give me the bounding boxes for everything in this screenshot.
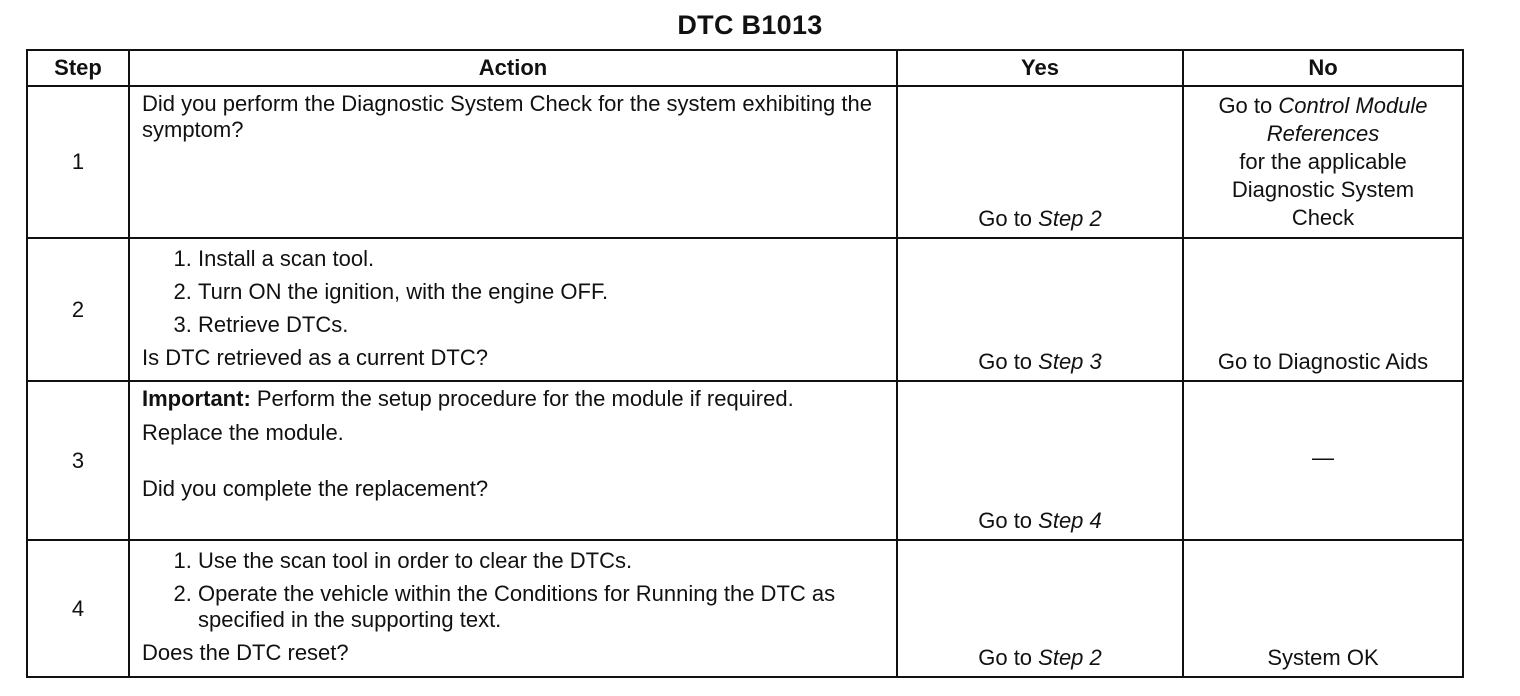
action-steps-list [142,246,884,338]
yes-prefix: Go to [978,645,1039,670]
action-question: Does the DTC reset? [142,640,349,665]
action-question: Is DTC retrieved as a current DTC? [142,345,488,370]
step-number: 2 [27,238,129,381]
dtc-table [26,49,1464,678]
yes-cell [897,238,1183,381]
yes-prefix: Go to [978,206,1039,231]
table-row [27,540,1463,677]
yes-step-link[interactable]: Step 3 [1038,349,1102,374]
yes-step-link[interactable]: Step 2 [1038,645,1102,670]
yes-step-link[interactable]: Step 4 [1038,508,1102,533]
list-item: 1. Install a scan tool. [198,246,884,272]
no-cell [1183,86,1463,238]
action-cell [129,86,897,238]
step-number: 3 [27,381,129,540]
table-row [27,238,1463,381]
action-cell [129,238,897,381]
yes-prefix: Go to [978,508,1039,533]
table-row [27,86,1463,238]
yes-cell [897,540,1183,677]
important-text: Perform the setup procedure for the module if required. [250,386,794,411]
table-row [27,381,1463,540]
yes-cell [897,381,1183,540]
no-cell: Go to Diagnostic Aids [1183,238,1463,381]
page-title: DTC B1013 [677,10,823,40]
header-step: Step [27,50,129,86]
no-cell: — [1183,381,1463,540]
header-no: No [1183,50,1463,86]
header-action: Action [129,50,897,86]
yes-step-link[interactable]: Step 2 [1038,206,1102,231]
list-item: 3. Retrieve DTCs. [198,312,884,338]
yes-cell [897,86,1183,238]
list-item: 2. Operate the vehicle within the Conditions for Running the DTC as specified in the supporting text. [198,581,884,633]
list-item: 2. Turn ON the ignition, with the engine OFF. [198,279,884,305]
important-label: Important: [142,386,251,411]
step-number: 4 [27,540,129,677]
action-cell [129,381,897,540]
action-instruction: Replace the module. [142,420,344,445]
step-number: 1 [27,86,129,238]
no-cell: System OK [1183,540,1463,677]
header-row [27,50,1463,86]
no-suffix: for the applicable Diagnostic System Check [1231,149,1415,230]
no-prefix: Go to [1218,93,1279,118]
no-reference-link[interactable]: Control Module References [1266,93,1428,146]
action-steps-list [142,548,884,633]
header-yes: Yes [897,50,1183,86]
action-question: Did you complete the replacement? [142,476,489,501]
yes-prefix: Go to [978,349,1039,374]
list-item: 1. Use the scan tool in order to clear the DTCs. [198,548,884,574]
important-note [142,386,884,412]
action-question: Did you perform the Diagnostic System Check for the system exhibiting the symptom? [142,91,872,142]
action-cell [129,540,897,677]
